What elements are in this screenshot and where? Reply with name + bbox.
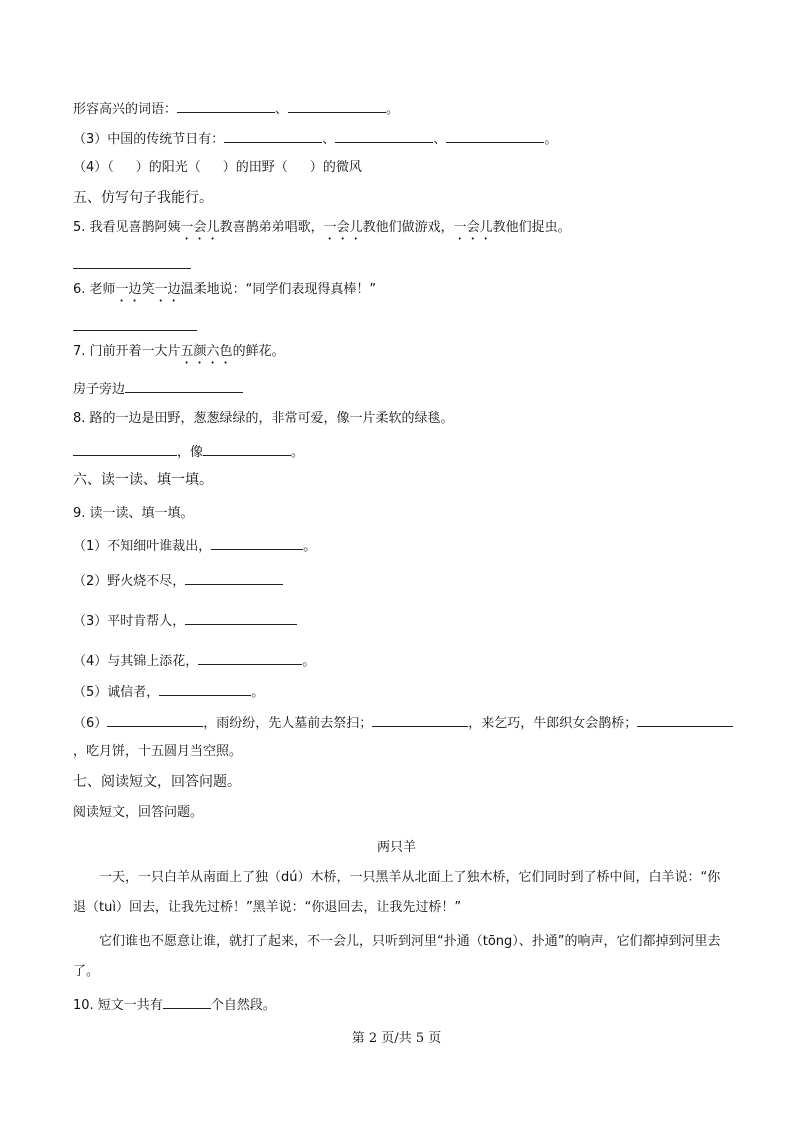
q4-item4-part: ）的田野（	[222, 160, 288, 175]
q9-item-text: （5）诚信者，	[73, 685, 160, 700]
answer-blank[interactable]	[211, 537, 303, 550]
separator: 、	[322, 132, 336, 147]
q7-emphasis: 五颜六色	[180, 344, 233, 359]
q9-item-text: ，来乞巧，牛郎织女会鹊桥；	[468, 716, 638, 731]
q9-item-text: （2）野火烧不尽，	[73, 574, 186, 589]
q5-text: 教喜鹊弟弟唱歌，	[219, 220, 324, 235]
q6-sentence	[73, 282, 376, 305]
passage-title: 两只羊	[376, 840, 416, 855]
q4-happy-label: 形容高兴的词语：	[73, 102, 178, 117]
q9-item	[73, 572, 283, 590]
period: 。	[303, 539, 317, 554]
q9-item-text: （3）平时肯帮人，	[73, 614, 186, 629]
answer-blank[interactable]	[224, 130, 322, 143]
q6-emphasis: 一边	[154, 282, 181, 297]
q8-sentence: 8. 路的一边是田野，葱葱绿绿的，非常可爱，像一片柔软的绿毯。	[73, 411, 454, 426]
q9-item6-cont: ，吃月饼，十五圆月当空照。	[73, 744, 243, 759]
period: 。	[302, 654, 316, 669]
separator: 、	[433, 132, 447, 147]
q5-sentence	[73, 220, 571, 243]
period: 。	[386, 102, 400, 117]
q4-item4-part: （4）（	[73, 160, 114, 175]
q5-text: 5. 我看见喜鹊阿姨	[73, 220, 181, 235]
q4-item4-part: ）的阳光（	[135, 160, 201, 175]
section-7-title: 七、阅读短文，回答问题。	[73, 774, 241, 790]
q5-text: 教他们捉虫。	[492, 220, 571, 235]
separator: 、	[275, 102, 289, 117]
q4-festival-label: （3）中国的传统节日有：	[73, 132, 225, 147]
answer-blank[interactable]	[198, 652, 302, 665]
answer-blank[interactable]	[288, 100, 386, 113]
section-5-title: 五、仿写句子我能行。	[73, 190, 213, 206]
q10-text: 个自然段。	[210, 998, 276, 1013]
answer-blank[interactable]	[203, 443, 291, 456]
answer-blank[interactable]	[446, 130, 544, 143]
answer-blank[interactable]	[159, 683, 251, 696]
q4-item4-part: ）的微风	[309, 160, 362, 175]
q6-text: 温柔地说：“同学们表现得真棒！”	[180, 282, 377, 297]
q10-text: 10. 短文一共有	[73, 998, 163, 1013]
page-number: 第 2 页/共 5 页	[351, 1031, 442, 1046]
q7-prompt-line	[73, 380, 243, 398]
q9-item	[73, 537, 316, 555]
q5-text: 教他们做游戏，	[362, 220, 454, 235]
q5-emphasis: 一会儿	[453, 220, 493, 235]
answer-blank[interactable]	[185, 612, 297, 625]
passage-paragraph-1: 一天，一只白羊从南面上了独（dú）木桥，一只黑羊从北面上了独木桥，它们同时到了桥中间，白羊说：“你退（tuì）回去，让我先过桥！”黑羊说：“你退回去，让我先过桥！”	[73, 870, 721, 915]
answer-blank[interactable]	[107, 714, 203, 727]
q4-happy-words	[73, 100, 399, 118]
q5-answer-line[interactable]	[73, 268, 191, 269]
q7-text: 的鲜花。	[232, 344, 285, 359]
q9-item6	[73, 714, 733, 732]
q10-sentence	[73, 996, 276, 1014]
answer-blank[interactable]	[163, 996, 211, 1009]
answer-blank[interactable]	[177, 100, 275, 113]
period: 。	[251, 685, 265, 700]
q4-item4	[73, 160, 362, 176]
q6-answer-line[interactable]	[73, 330, 197, 331]
answer-blank[interactable]	[335, 130, 433, 143]
q9-item-text: ，雨纷纷，先人墓前去祭扫；	[203, 716, 373, 731]
q9-item-text: （4）与其锦上添花，	[73, 654, 199, 669]
q9-item	[73, 652, 315, 670]
q8-answer-line	[73, 443, 304, 461]
answer-blank[interactable]	[637, 714, 733, 727]
answer-blank[interactable]	[185, 572, 283, 585]
answer-blank[interactable]	[73, 443, 177, 456]
q5-emphasis: 一会儿	[180, 220, 220, 235]
q9-title: 9. 读一读、填一填。	[73, 506, 194, 521]
q9-item	[73, 683, 264, 701]
q4-festivals	[73, 130, 557, 148]
q6-text: 笑	[141, 282, 155, 297]
section-6-title: 六、读一读、填一填。	[73, 472, 213, 488]
q5-emphasis: 一会儿	[323, 220, 363, 235]
q9-item-text: （6）	[73, 716, 108, 731]
answer-blank[interactable]	[125, 380, 243, 393]
q9-item	[73, 612, 297, 630]
passage-paragraph-2: 它们谁也不愿意让谁，就打了起来，不一会儿，只听到河里“扑通（tōng）、扑通”的响声，它们都掉到河里去了。	[73, 934, 721, 979]
period: 。	[291, 445, 305, 460]
reading-intro: 阅读短文，回答问题。	[73, 805, 204, 820]
answer-blank[interactable]	[372, 714, 468, 727]
q7-text: 7. 门前开着一大片	[73, 344, 181, 359]
q7-prompt: 房子旁边	[73, 382, 126, 397]
q7-sentence	[73, 344, 285, 367]
q6-text: 6. 老师	[73, 282, 116, 297]
q9-item-text: （1）不知细叶谁裁出，	[73, 539, 212, 554]
q8-mid: ，像	[177, 445, 204, 460]
period: 。	[544, 132, 558, 147]
q6-emphasis: 一边	[115, 282, 142, 297]
